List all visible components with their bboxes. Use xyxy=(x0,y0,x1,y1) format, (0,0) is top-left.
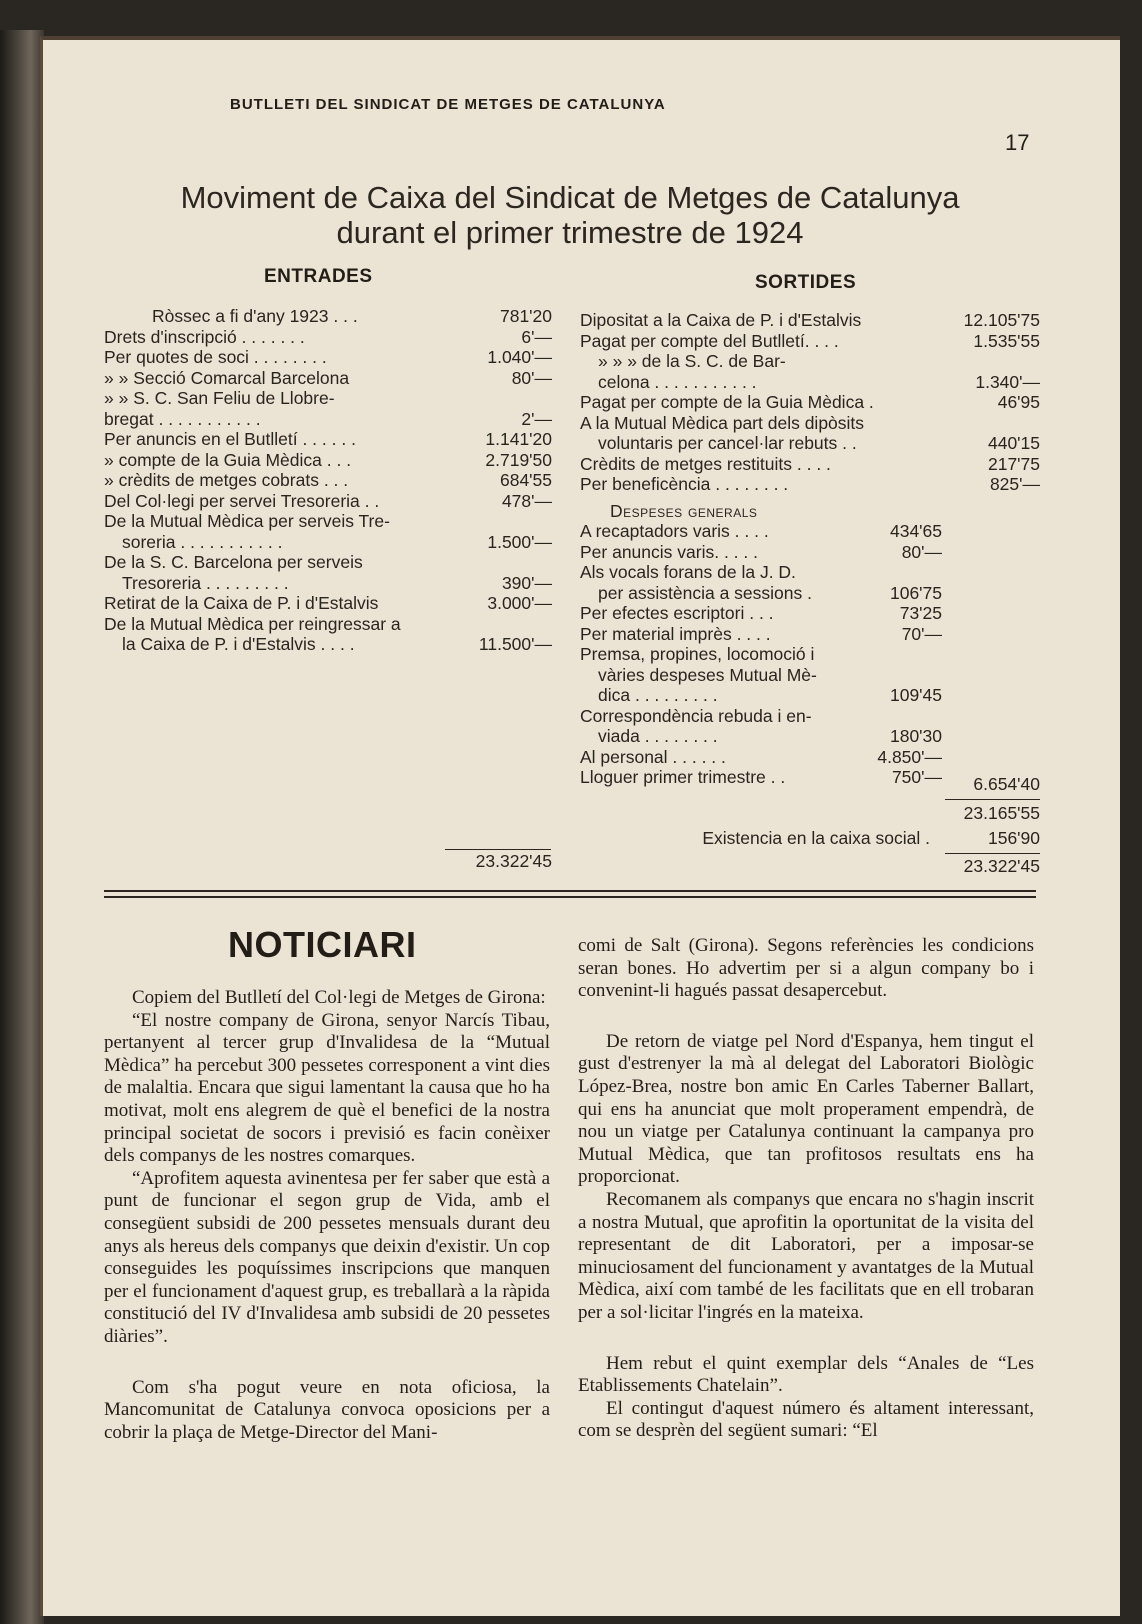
ledger-row-amount: 80'— xyxy=(511,367,552,388)
sortides-total-rule xyxy=(945,853,1040,854)
ledger-row-amount: 390'— xyxy=(501,572,552,593)
ledger-row xyxy=(580,542,1040,563)
ledger-row-label: Per material imprès . . . . xyxy=(580,623,771,644)
ledger-row xyxy=(104,532,552,553)
report-title-line1: Moviment de Caixa del Sindicat de Metges de Catalunya xyxy=(180,180,960,215)
ledger-row xyxy=(580,583,1040,604)
news-paragraph: comi de Salt (Girona). Segons referències les condicions seran bones. Ho advertim per si a algun company bo i convenint-li hagués passat desapercebut. xyxy=(578,935,1034,1002)
ledger-row-label: Per quotes de soci . . . . . . . . xyxy=(104,347,327,367)
ledger-row-label: Del Col·legi per servei Tresoreria . . xyxy=(104,490,380,511)
news-paragraph: Hem rebut el quint exemplar dels “Anales de “Les Etablissements Chatelain”. xyxy=(578,1352,1034,1397)
ledger-row-label: la Caixa de P. i d'Estalvis . . . . xyxy=(122,634,355,654)
ledger-row-amount: 80'— xyxy=(901,541,942,562)
sortides-total: 23.322'45 xyxy=(963,856,1040,876)
ledger-row-label: Dipositat a la Caixa de P. i d'Estalvis xyxy=(580,310,862,330)
news-paragraph: “El nostre company de Girona, senyor Narcís Tibau, pertanyent al tercer grup d'Invalidesa de la “Mutual Mèdica” ha percebut 300 pessetes corresponent a vint dies de malaltia. Encara que sigui lamentant la causa que ho ha motivat, molt ens alegrem de què el benefici de la nostra principal societat de socors i previsió es facin conèixer dels companys de les nostres comarques. xyxy=(104,1009,550,1167)
ledger-row-amount: 6'— xyxy=(521,326,552,347)
sortides-ledger xyxy=(580,310,1040,788)
ledger-row xyxy=(104,429,552,450)
running-header: BUTLLETI DEL SINDICAT DE METGES DE CATALUNYA xyxy=(230,96,666,113)
sortides-subtotal-rule xyxy=(945,799,1040,800)
ledger-row-amount: 109'45 xyxy=(889,685,942,705)
sortides-heading: SORTIDES xyxy=(755,272,857,293)
ledger-row xyxy=(104,552,552,573)
ledger-row xyxy=(580,644,1040,665)
ledger-row-amount: 1.535'55 xyxy=(973,330,1040,351)
ledger-row-amount: 2'— xyxy=(521,408,552,429)
ledger-row-amount: 12.105'75 xyxy=(963,310,1040,330)
entrades-total: 23.322'45 xyxy=(475,851,552,871)
ledger-row-label: Al personal . . . . . . xyxy=(580,746,726,767)
entrades-total-rule xyxy=(445,849,551,850)
ledger-row-label: Retirat de la Caixa de P. i d'Estalvis xyxy=(104,593,379,613)
ledger-row-label: viada . . . . . . . . xyxy=(598,726,718,746)
ledger-row-label: » crèdits de metges cobrats . . . xyxy=(104,470,349,490)
ledger-row-amount: 1.040'— xyxy=(487,347,552,367)
ledger-row-amount: 180'30 xyxy=(889,726,942,746)
section-divider xyxy=(104,890,1036,898)
ledger-row xyxy=(580,562,1040,583)
ledger-row-label: Crèdits de metges restituits . . . . xyxy=(580,453,831,474)
page-number: 17 xyxy=(1005,130,1030,155)
ledger-row-label: Per efectes escriptori . . . xyxy=(580,603,774,623)
ledger-row xyxy=(580,603,1040,624)
entrades-heading: ENTRADES xyxy=(264,266,373,287)
book-binding xyxy=(0,30,44,1624)
ledger-row-label: Pagat per compte de la Guia Mèdica . xyxy=(580,392,874,412)
ledger-row-amount: 1.141'20 xyxy=(485,429,552,449)
noticiari-title: NOTICIARI xyxy=(228,924,417,965)
ledger-row xyxy=(580,747,1040,768)
ledger-row xyxy=(104,327,552,348)
ledger-row-amount: 73'25 xyxy=(899,603,942,623)
existencia-value: 156'90 xyxy=(987,828,1040,848)
ledger-row-amount: 781'20 xyxy=(499,306,552,326)
ledger-row-amount: 1.500'— xyxy=(487,531,552,552)
report-title-line2: durant el primer trimestre de 1924 xyxy=(336,215,804,250)
ledger-row xyxy=(104,450,552,471)
noticiari-right-column xyxy=(578,935,1034,1443)
ledger-row xyxy=(580,310,1040,331)
ledger-row xyxy=(580,413,1040,434)
ledger-row-amount: 70'— xyxy=(901,623,942,644)
ledger-row xyxy=(580,433,1040,454)
ledger-row-amount: 106'75 xyxy=(889,582,942,603)
ledger-row xyxy=(104,306,552,327)
ledger-row-label: » » » de la S. C. de Bar- xyxy=(598,351,786,371)
news-paragraph: De retorn de viatge pel Nord d'Espanya, hem tingut el gust d'estrenyer la mà al delegat del Laboratori Biològic López-Brea, nostre bon amic En Carles Taberner Ballart, qui ens ha anunciat que molt properament empendrà, de nou un viatge per Catalunya continuant la campanya pro Mutual Mèdica, que tan profitosos resultats ens ha proporcionat. xyxy=(578,1030,1034,1188)
ledger-row-label: Pagat per compte del Butlletí. . . . xyxy=(580,330,839,351)
ledger-row xyxy=(580,706,1040,727)
ledger-row xyxy=(580,474,1040,495)
ledger-row-amount: 11.500'— xyxy=(478,634,552,654)
ledger-row-label: dica . . . . . . . . . xyxy=(598,685,718,705)
ledger-row-label: A recaptadors varis . . . . xyxy=(580,521,769,541)
ledger-row-amount: 825'— xyxy=(989,474,1040,494)
entrades-ledger xyxy=(104,306,552,655)
ledger-row-label: De la Mutual Mèdica per serveis Tre- xyxy=(104,511,390,531)
news-paragraph: Com s'ha pogut veure en nota oficiosa, la Mancomunitat de Catalunya convoca oposicions per a cobrir la plaça de Metge-Director del Mani- xyxy=(104,1376,550,1443)
ledger-row-label: bregat . . . . . . . . . . . xyxy=(104,408,261,429)
ledger-row xyxy=(104,347,552,368)
ledger-row-label: celona . . . . . . . . . . . xyxy=(598,371,757,392)
news-paragraph: “Aprofitem aquesta avinentesa per fer saber que està a punt de funcionar el segon grup de Vida, amb el consegüent subsidi de 200 pessetes mensuals durant deu anys als hereus dels companys que deixin d'existir. Un cop conseguides les poquíssimes inscripcions que manquen per el funcionament d'aquest grup, es treballarà a la ràpida constitució del IV d'Invalidesa amb subsidi de 20 pessetes diàries”. xyxy=(104,1167,550,1347)
ledger-row-label: De la Mutual Mèdica per reingressar a xyxy=(104,613,401,634)
ledger-row-label: Per anuncis varis. . . . . xyxy=(580,541,758,562)
ledger-row xyxy=(580,624,1040,645)
ledger-row xyxy=(580,521,1040,542)
ledger-row xyxy=(104,511,552,532)
existencia-label: Existencia en la caixa social . xyxy=(702,828,930,848)
ledger-row xyxy=(104,368,552,389)
ledger-row xyxy=(580,331,1040,352)
ledger-row-label: Ròssec a fi d'any 1923 . . . xyxy=(152,306,358,326)
news-paragraph: Copiem del Butlletí del Col·legi de Metges de Girona: xyxy=(132,987,546,1008)
ledger-row xyxy=(580,454,1040,475)
ledger-row-label: Lloguer primer trimestre . . xyxy=(580,767,786,787)
ledger-row-amount: 434'65 xyxy=(889,521,942,541)
ledger-row-label: Tresoreria . . . . . . . . . xyxy=(122,572,289,593)
ledger-row-amount: 46'95 xyxy=(997,392,1040,412)
ledger-row xyxy=(104,573,552,594)
ledger-row xyxy=(104,593,552,614)
ledger-row-amount: 217'75 xyxy=(987,453,1040,474)
ledger-row xyxy=(580,665,1040,686)
ledger-row-amount: 2.719'50 xyxy=(485,449,552,470)
ledger-row-amount: 1.340'— xyxy=(975,371,1040,392)
ledger-row-amount: 440'15 xyxy=(987,433,1040,453)
despeses-items xyxy=(580,521,1040,788)
ledger-row xyxy=(580,372,1040,393)
ledger-row xyxy=(104,614,552,635)
ledger-row xyxy=(104,388,552,409)
ledger-row-label: Premsa, propines, locomoció i xyxy=(580,644,815,664)
ledger-row-label: per assistència a sessions . xyxy=(598,582,812,603)
despeses-generals-heading: Despeses generals xyxy=(610,500,758,521)
noticiari-left-column xyxy=(104,987,550,1444)
despeses-total: 6.654'40 xyxy=(973,774,1040,794)
sortides-main-items xyxy=(580,310,1040,495)
ledger-row xyxy=(580,685,1040,706)
ledger-row xyxy=(104,409,552,430)
ledger-row xyxy=(104,634,552,655)
news-paragraph: El contingut d'aquest número és altament interessant, com se desprèn del següent sumari: “El xyxy=(578,1397,1034,1442)
ledger-row-label: Als vocals forans de la J. D. xyxy=(580,562,796,582)
ledger-row-amount: 4.850'— xyxy=(877,746,942,767)
ledger-row-amount: 684'55 xyxy=(499,470,552,490)
ledger-row-label: voluntaris per cancel·lar rebuts . . xyxy=(598,433,857,453)
ledger-row-label: Per anuncis en el Butlletí . . . . . . xyxy=(104,429,356,449)
sortides-subtotal: 23.165'55 xyxy=(963,803,1040,823)
ledger-row-label: De la S. C. Barcelona per serveis xyxy=(104,552,363,572)
ledger-row-label: » compte de la Guia Mèdica . . . xyxy=(104,449,352,470)
ledger-row xyxy=(104,470,552,491)
ledger-row xyxy=(580,726,1040,747)
ledger-row-amount: 478'— xyxy=(501,490,552,511)
ledger-row-label: Drets d'inscripció . . . . . . . xyxy=(104,326,305,347)
ledger-row-label: Correspondència rebuda i en- xyxy=(580,705,812,726)
ledger-row-label: » » Secció Comarcal Barcelona xyxy=(104,367,350,388)
ledger-row xyxy=(580,392,1040,413)
ledger-row-label: Per beneficència . . . . . . . . xyxy=(580,474,789,494)
ledger-row-label: vàries despeses Mutual Mè- xyxy=(598,664,817,685)
ledger-row-label: soreria . . . . . . . . . . . xyxy=(122,531,283,552)
ledger-row xyxy=(580,351,1040,372)
ledger-row-label: A la Mutual Mèdica part dels dipòsits xyxy=(580,412,865,433)
ledger-row xyxy=(104,491,552,512)
ledger-row-amount: 750'— xyxy=(891,767,942,787)
ledger-row-amount: 3.000'— xyxy=(487,593,552,613)
news-paragraph: Recomanem als companys que encara no s'hagin inscrit a nostra Mutual, que aprofitin la oportunitat de la visita del representant de dit Laboratori, per a imposar-se minuciosament del funcionament y avantatges de la Mutual Mèdica, així com també de les facilitats que en ell trobaran per a sol·licitar l'ingrés en la mateixa. xyxy=(578,1188,1034,1323)
ledger-row-label: » » S. C. San Feliu de Llobre- xyxy=(104,388,335,408)
